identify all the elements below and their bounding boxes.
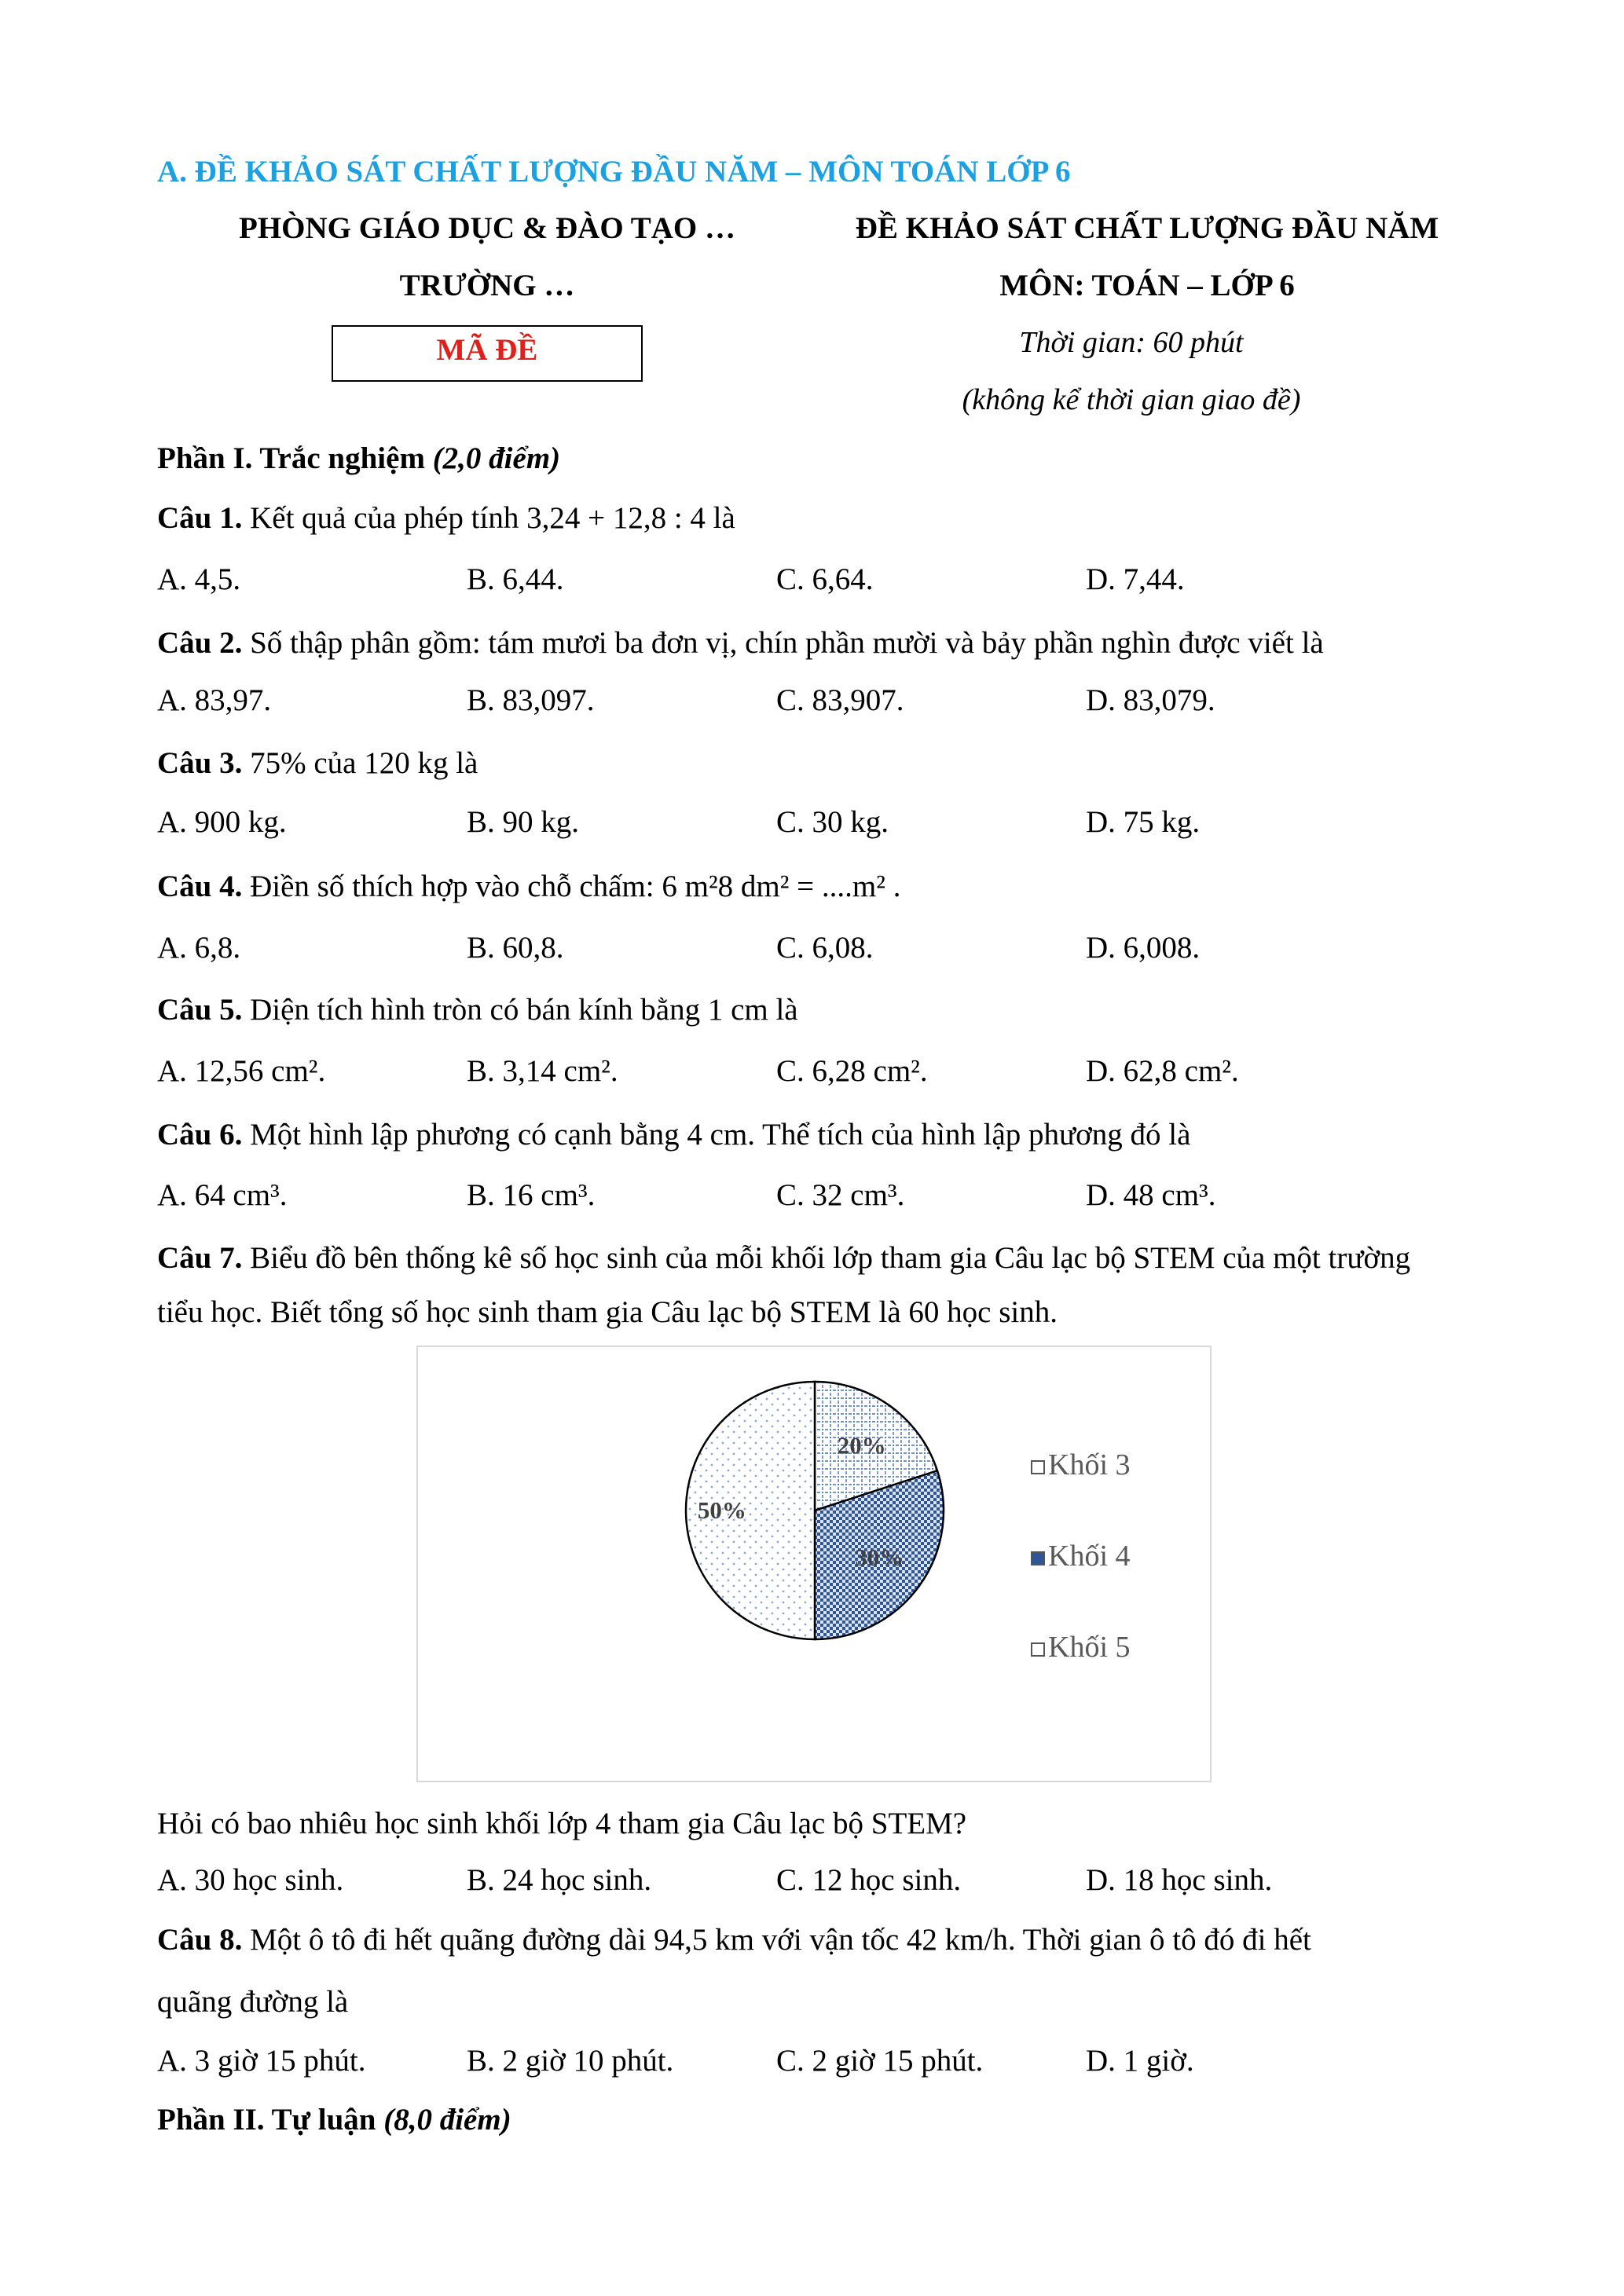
question-number: Câu 5.: [157, 993, 243, 1027]
legend-label: Khối 3: [1048, 1448, 1131, 1481]
q5-option-a: A. 12,56 cm².: [157, 1054, 326, 1088]
pie-chart-frame: [416, 1346, 1212, 1782]
part1-heading: [157, 441, 560, 476]
question-5: [157, 992, 798, 1027]
q8-option-d: D. 1 giờ.: [1086, 2044, 1194, 2078]
question-number: Câu 8.: [157, 1923, 243, 1957]
question-number: Câu 3.: [157, 746, 243, 780]
q2-option-a: A. 83,97.: [157, 683, 272, 717]
q5-option-d: D. 62,8 cm².: [1086, 1054, 1239, 1088]
department-name: PHÒNG GIÁO DỤC & ĐÀO TẠO …: [239, 211, 735, 245]
q4-option-b: B. 60,8.: [467, 931, 564, 965]
q7-option-a: A. 30 học sinh.: [157, 1863, 344, 1897]
q2-option-b: B. 83,097.: [467, 683, 595, 717]
question-number: Câu 4.: [157, 870, 243, 903]
part1-label: Phần I. Trắc nghiệm: [157, 441, 433, 475]
legend-swatch-khoi3: [1031, 1460, 1045, 1474]
question-2: [157, 625, 1324, 661]
question-3: [157, 745, 478, 781]
q6-option-a: A. 64 cm³.: [157, 1178, 288, 1212]
q4-option-d: D. 6,008.: [1086, 931, 1201, 965]
question-6: [157, 1117, 1190, 1152]
question-text: Một hình lập phương có cạnh bằng 4 cm. Thể tích của hình lập phương đó là: [242, 1118, 1191, 1152]
question-7-line2: tiểu học. Biết tổng số học sinh tham gia Câu lạc bộ STEM là 60 học sinh.: [157, 1295, 1058, 1329]
q3-option-b: B. 90 kg.: [467, 805, 580, 839]
q4-option-c: C. 6,08.: [776, 931, 874, 965]
question-number: Câu 6.: [157, 1118, 243, 1152]
part2-heading: [157, 2102, 511, 2137]
question-7-prompt: Hỏi có bao nhiêu học sinh khối lớp 4 tham gia Câu lạc bộ STEM?: [157, 1807, 967, 1840]
time-note: (không kể thời gian giao đề): [962, 383, 1301, 416]
q8-option-b: B. 2 giờ 10 phút.: [467, 2044, 674, 2078]
legend-item-khoi3: [1031, 1448, 1131, 1482]
question-1: [157, 500, 735, 536]
pie-slice-label-2: 30%: [855, 1543, 904, 1571]
q3-option-d: D. 75 kg.: [1086, 805, 1201, 839]
question-number: Câu 2.: [157, 626, 243, 660]
q3-option-c: C. 30 kg.: [776, 805, 889, 839]
q5-option-b: B. 3,14 cm².: [467, 1054, 618, 1088]
q1-option-b: B. 6,44.: [467, 562, 564, 596]
part2-label: Phần II. Tự luận: [157, 2103, 384, 2137]
q1-option-a: A. 4,5.: [157, 562, 241, 596]
question-text: Biểu đồ bên thống kê số học sinh của mỗi khối lớp tham gia Câu lạc bộ STEM của một trường: [242, 1241, 1411, 1275]
question-text: Một ô tô đi hết quãng đường dài 94,5 km với vận tốc 42 km/h. Thời gian ô tô đó đi hết: [242, 1923, 1311, 1957]
q7-option-b: B. 24 học sinh.: [467, 1863, 652, 1897]
q6-option-c: C. 32 cm³.: [776, 1178, 905, 1212]
legend-item-khoi5: [1031, 1630, 1131, 1664]
q1-option-d: D. 7,44.: [1086, 562, 1185, 596]
pie-slice-label-3: 50%: [697, 1496, 746, 1524]
question-8-line2: quãng đường là: [157, 1985, 349, 2019]
legend-label: Khối 4: [1048, 1540, 1131, 1573]
q3-option-a: A. 900 kg.: [157, 805, 287, 839]
legend-label: Khối 5: [1048, 1631, 1131, 1664]
question-8: [157, 1922, 1311, 1957]
subject-title: MÔN: TOÁN – LỚP 6: [999, 269, 1295, 302]
part2-points: (8,0 điểm): [383, 2103, 511, 2137]
q5-option-c: C. 6,28 cm².: [776, 1054, 928, 1088]
q6-option-d: D. 48 cm³.: [1086, 1178, 1216, 1212]
section-title: A. ĐỀ KHẢO SÁT CHẤT LƯỢNG ĐẦU NĂM – MÔN TOÁN LỚP 6: [157, 155, 1071, 189]
school-name: TRƯỜNG …: [399, 269, 575, 302]
time-limit: Thời gian: 60 phút: [1019, 326, 1244, 359]
q2-option-c: C. 83,907.: [776, 683, 904, 717]
exam-title: ĐỀ KHẢO SÁT CHẤT LƯỢNG ĐẦU NĂM: [855, 211, 1439, 245]
q4-option-a: A. 6,8.: [157, 931, 241, 965]
legend-item-khoi4: [1031, 1539, 1131, 1573]
question-text: 75% của 120 kg là: [242, 746, 478, 780]
q7-option-d: D. 18 học sinh.: [1086, 1863, 1273, 1897]
part1-points: (2,0 điểm): [432, 441, 561, 475]
question-text: Số thập phân gồm: tám mươi ba đơn vị, chín phần mười và bảy phần nghìn được viết là: [242, 626, 1324, 660]
q1-option-c: C. 6,64.: [776, 562, 874, 596]
question-number: Câu 7.: [157, 1241, 243, 1275]
question-text: Kết quả của phép tính 3,24 + 12,8 : 4 là: [242, 501, 735, 535]
question-text: Diện tích hình tròn có bán kính bằng 1 cm là: [242, 993, 798, 1027]
pie-slice-label-1: 20%: [837, 1431, 886, 1459]
question-number: Câu 1.: [157, 501, 243, 535]
q8-option-c: C. 2 giờ 15 phút.: [776, 2044, 984, 2078]
legend-swatch-khoi5: [1031, 1642, 1045, 1657]
exam-code-box: MÃ ĐỀ: [332, 325, 643, 382]
question-text: Điền số thích hợp vào chỗ chấm: 6 m²8 dm² = ....m² .: [242, 870, 901, 903]
q6-option-b: B. 16 cm³.: [467, 1178, 596, 1212]
q7-option-c: C. 12 học sinh.: [776, 1863, 962, 1897]
question-7: [157, 1240, 1410, 1276]
legend-swatch-khoi4: [1031, 1551, 1045, 1565]
q2-option-d: D. 83,079.: [1086, 683, 1215, 717]
q8-option-a: A. 3 giờ 15 phút.: [157, 2044, 366, 2078]
question-4: [157, 869, 900, 904]
